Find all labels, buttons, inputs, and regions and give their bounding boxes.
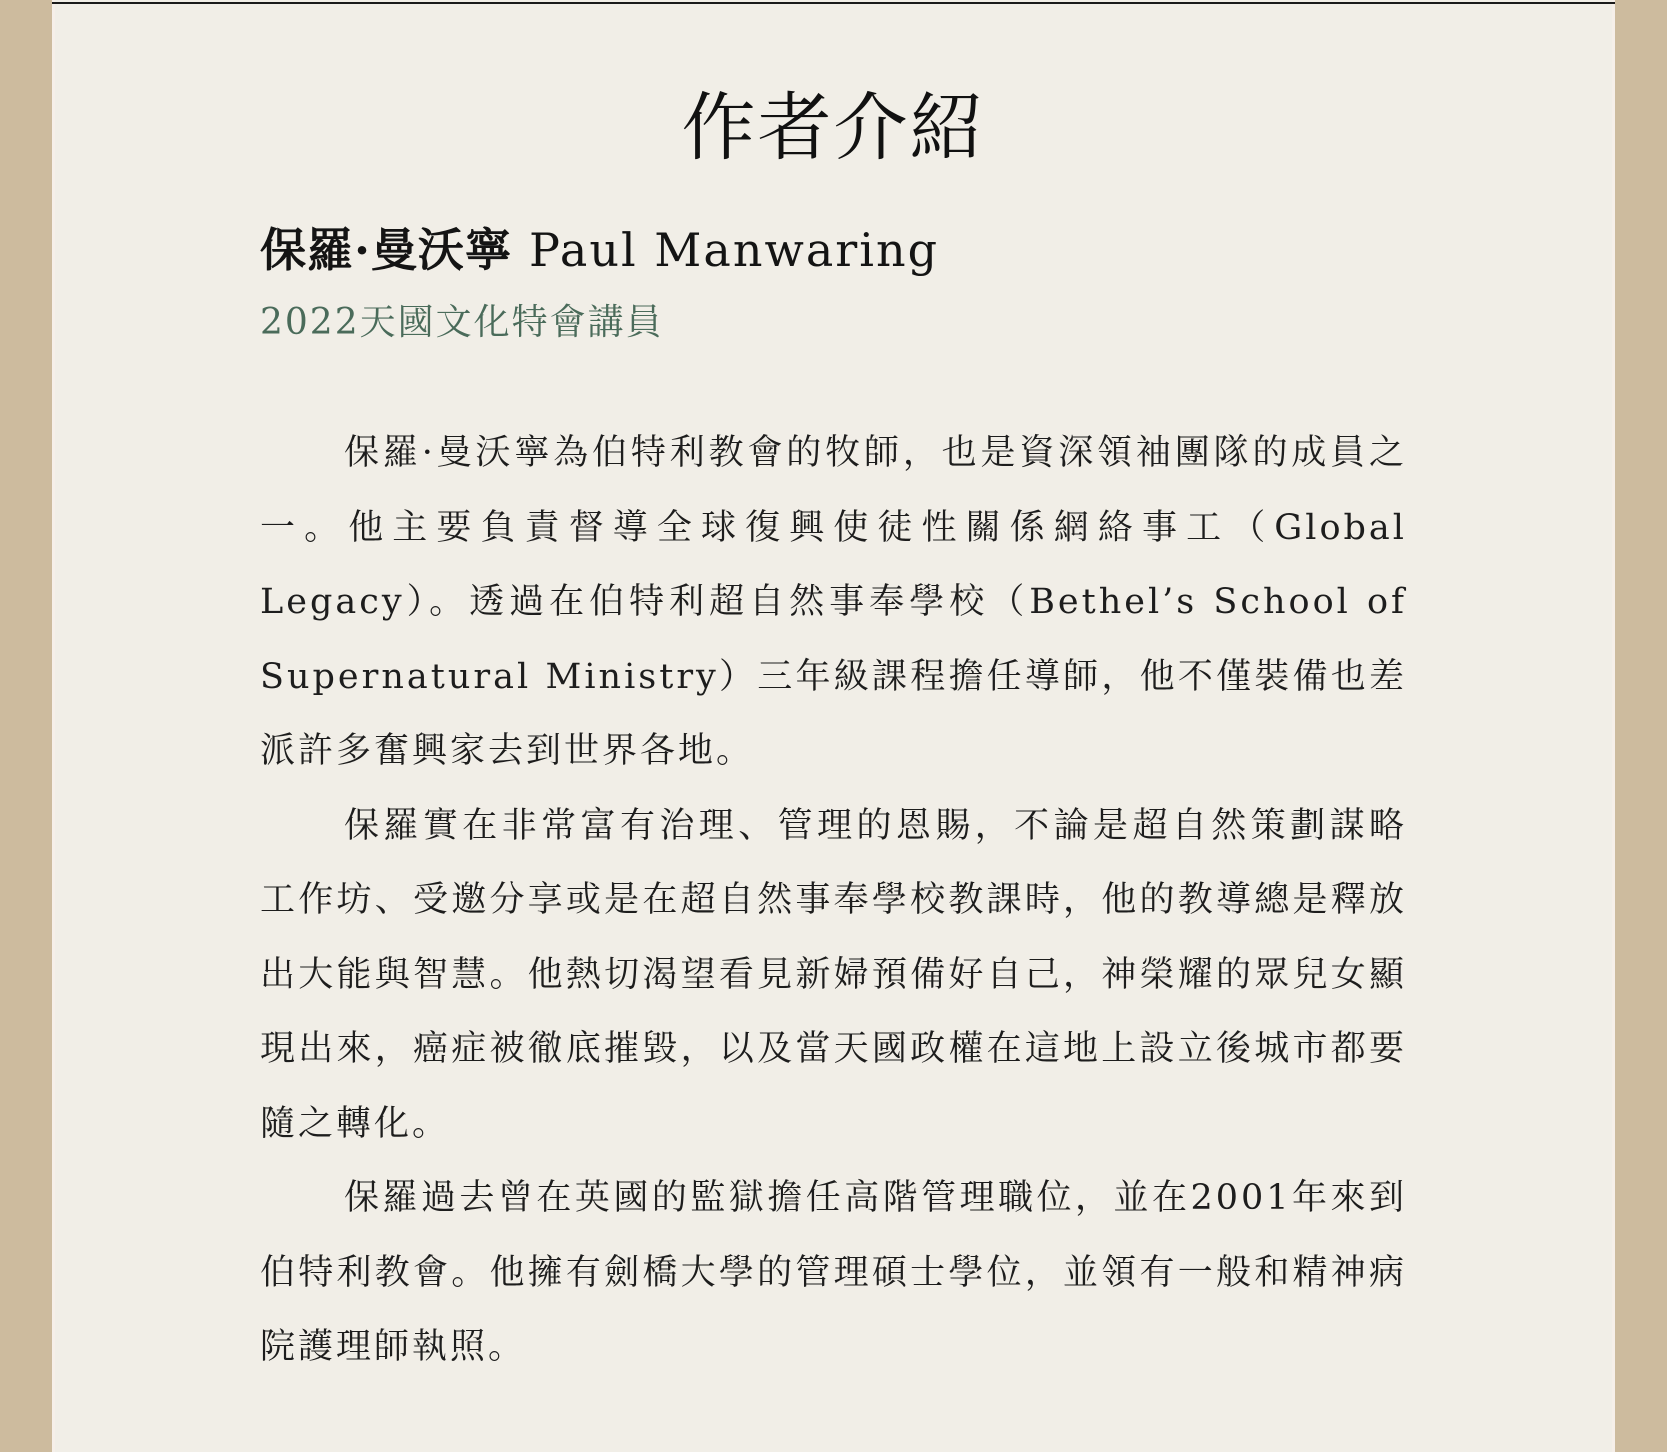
author-name-zh: 保羅·曼沃寧 <box>260 223 513 277</box>
top-divider <box>52 2 1615 4</box>
author-bio <box>260 416 1407 1385</box>
author-role: 2022天國文化特會講員 <box>260 302 664 343</box>
content-panel <box>52 0 1615 1452</box>
author-name-heading <box>260 215 1407 285</box>
bio-paragraph: 保羅實在非常富有治理、管理的恩賜，不論是超自然策劃謀略工作坊、受邀分享或是在超自然事奉學校教課時，他的教導總是釋放出大能與智慧。他熱切渴望看見新婦預備好自己，神榮耀的眾兒女顯現出來，癌症被徹底摧毀，以及當天國政權在這地上設立後城市都要隨之轉化。 <box>260 805 1407 1144</box>
author-section <box>260 215 1407 1385</box>
bio-paragraph: 保羅·曼沃寧為伯特利教會的牧師，也是資深領袖團隊的成員之一。他主要負責督導全球復興使徒性關係網絡事工（Global Legacy）。透過在伯特利超自然事奉學校（Bethel’s School of Supernatural Ministry）三年級課程擔任導師，他不僅裝備也差派許多奮興家去到世界各地。 <box>260 433 1407 771</box>
page-title: 作者介紹 <box>681 85 986 171</box>
author-name-en: Paul Manwaring <box>529 223 940 277</box>
bio-paragraph: 保羅過去曾在英國的監獄擔任高階管理職位，並在2001年來到伯特利教會。他擁有劍橋大學的管理碩士學位，並領有一般和精神病院護理師執照。 <box>260 1178 1407 1367</box>
